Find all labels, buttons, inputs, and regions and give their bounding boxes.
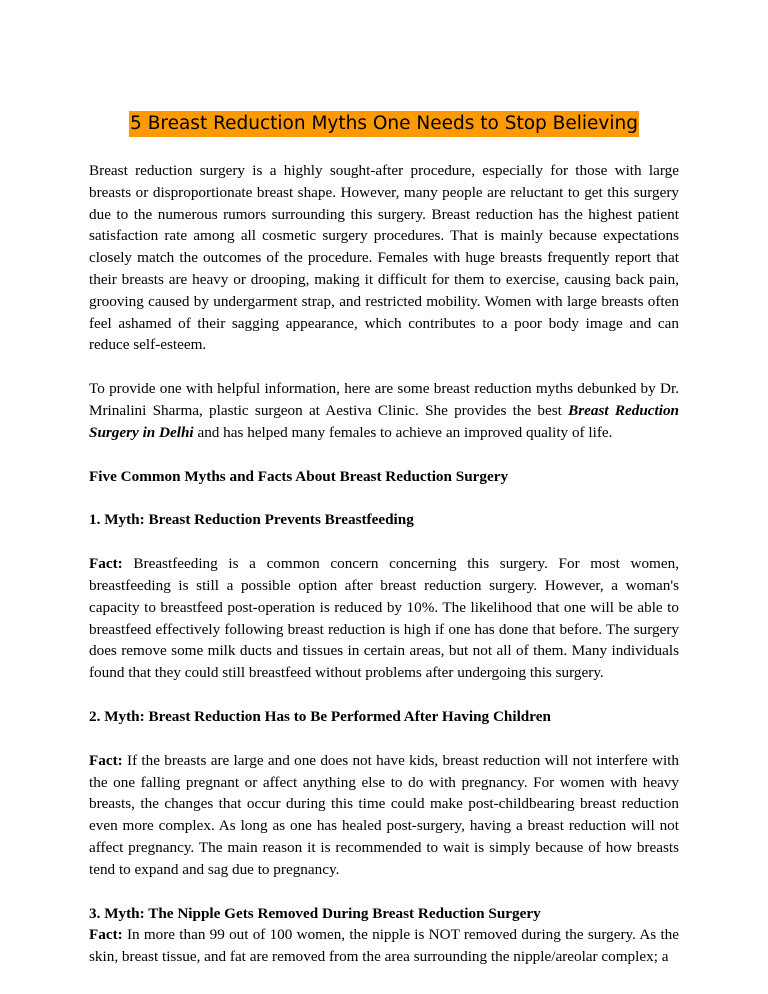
title-wrap: [89, 111, 679, 137]
info-paragraph: [89, 378, 679, 443]
fact-label: Fact:: [89, 926, 123, 944]
myth-3-fact: [89, 924, 679, 968]
fact-text: Breastfeeding is a common concern concerning this surgery. For most women, breastfeeding is still a possible option after breast reduction surgery. However, a woman's capacity to breastfeed post-operation is reduced by 10%. The likelihood that one will be able to breastfeed effectively following breast reduction is high if one has done that before. The surgery does remove some milk ducts and tissues in certain areas, but not all of them. Many individuals found that they could still breastfeed without problems after undergoing this surgery.: [89, 555, 679, 682]
myth-1-heading: 1. Myth: Breast Reduction Prevents Breastfeeding: [89, 511, 414, 529]
info-text-before: To provide one with helpful information, here are some breast reduction myths debunked by Dr. Mrinalini Sharma, plastic surgeon at Aestiva Clinic. She provides the best: [89, 380, 679, 419]
fact-text: If the breasts are large and one does not have kids, breast reduction will not interfere with the one falling pregnant or affect anything else to do with pregnancy. For women with heavy breasts, the changes that occur during this time could make post-childbearing breast reduction even more complex. As long as one has healed post-surgery, having a breast reduction will not affect pregnancy. The main reason it is recommended to wait is simply because of how breasts tend to expand and sag due to pregnancy.: [89, 751, 679, 878]
myth-3-heading: 3. Myth: The Nipple Gets Removed During Breast Reduction Surgery: [89, 904, 541, 922]
myth-1-fact: [89, 553, 679, 684]
myth-2-fact: [89, 750, 679, 881]
intro-paragraph: Breast reduction surgery is a highly sought-after procedure, especially for those with large breasts or disproportionate breast shape. However, many people are reluctant to get this surgery due to the numerous rumors surrounding this surgery. Breast reduction has the highest patient satisfaction rate among all cosmetic surgery procedures. That is mainly because expectations closely match the outcomes of the procedure. Females with huge breasts frequently report that their breasts are heavy or drooping, making it difficult for them to exercise, causing back pain, grooving caused by undergarment strap, and restricted mobility. Women with large breasts often feel ashamed of their sagging appearance, which contributes to a poor body image and can reduce self-esteem.: [89, 162, 679, 354]
info-text-after: and has helped many females to achieve an improved quality of life.: [193, 423, 613, 441]
fact-label: Fact:: [89, 555, 123, 573]
document-body: [89, 160, 679, 968]
page-title: 5 Breast Reduction Myths One Needs to Stop Believing: [129, 111, 639, 137]
fact-text: In more than 99 out of 100 women, the nipple is NOT removed during the surgery. As the skin, breast tissue, and fat are removed from the area surrounding the nipple/areolar complex; a: [89, 926, 679, 966]
section-heading: Five Common Myths and Facts About Breast Reduction Surgery: [89, 467, 509, 485]
fact-label: Fact:: [89, 751, 123, 769]
surgery-in-delhi-link-text: Breast Reduction Surgery in Delhi: [89, 401, 679, 441]
myth-2-heading: 2. Myth: Breast Reduction Has to Be Performed After Having Children: [89, 707, 551, 725]
